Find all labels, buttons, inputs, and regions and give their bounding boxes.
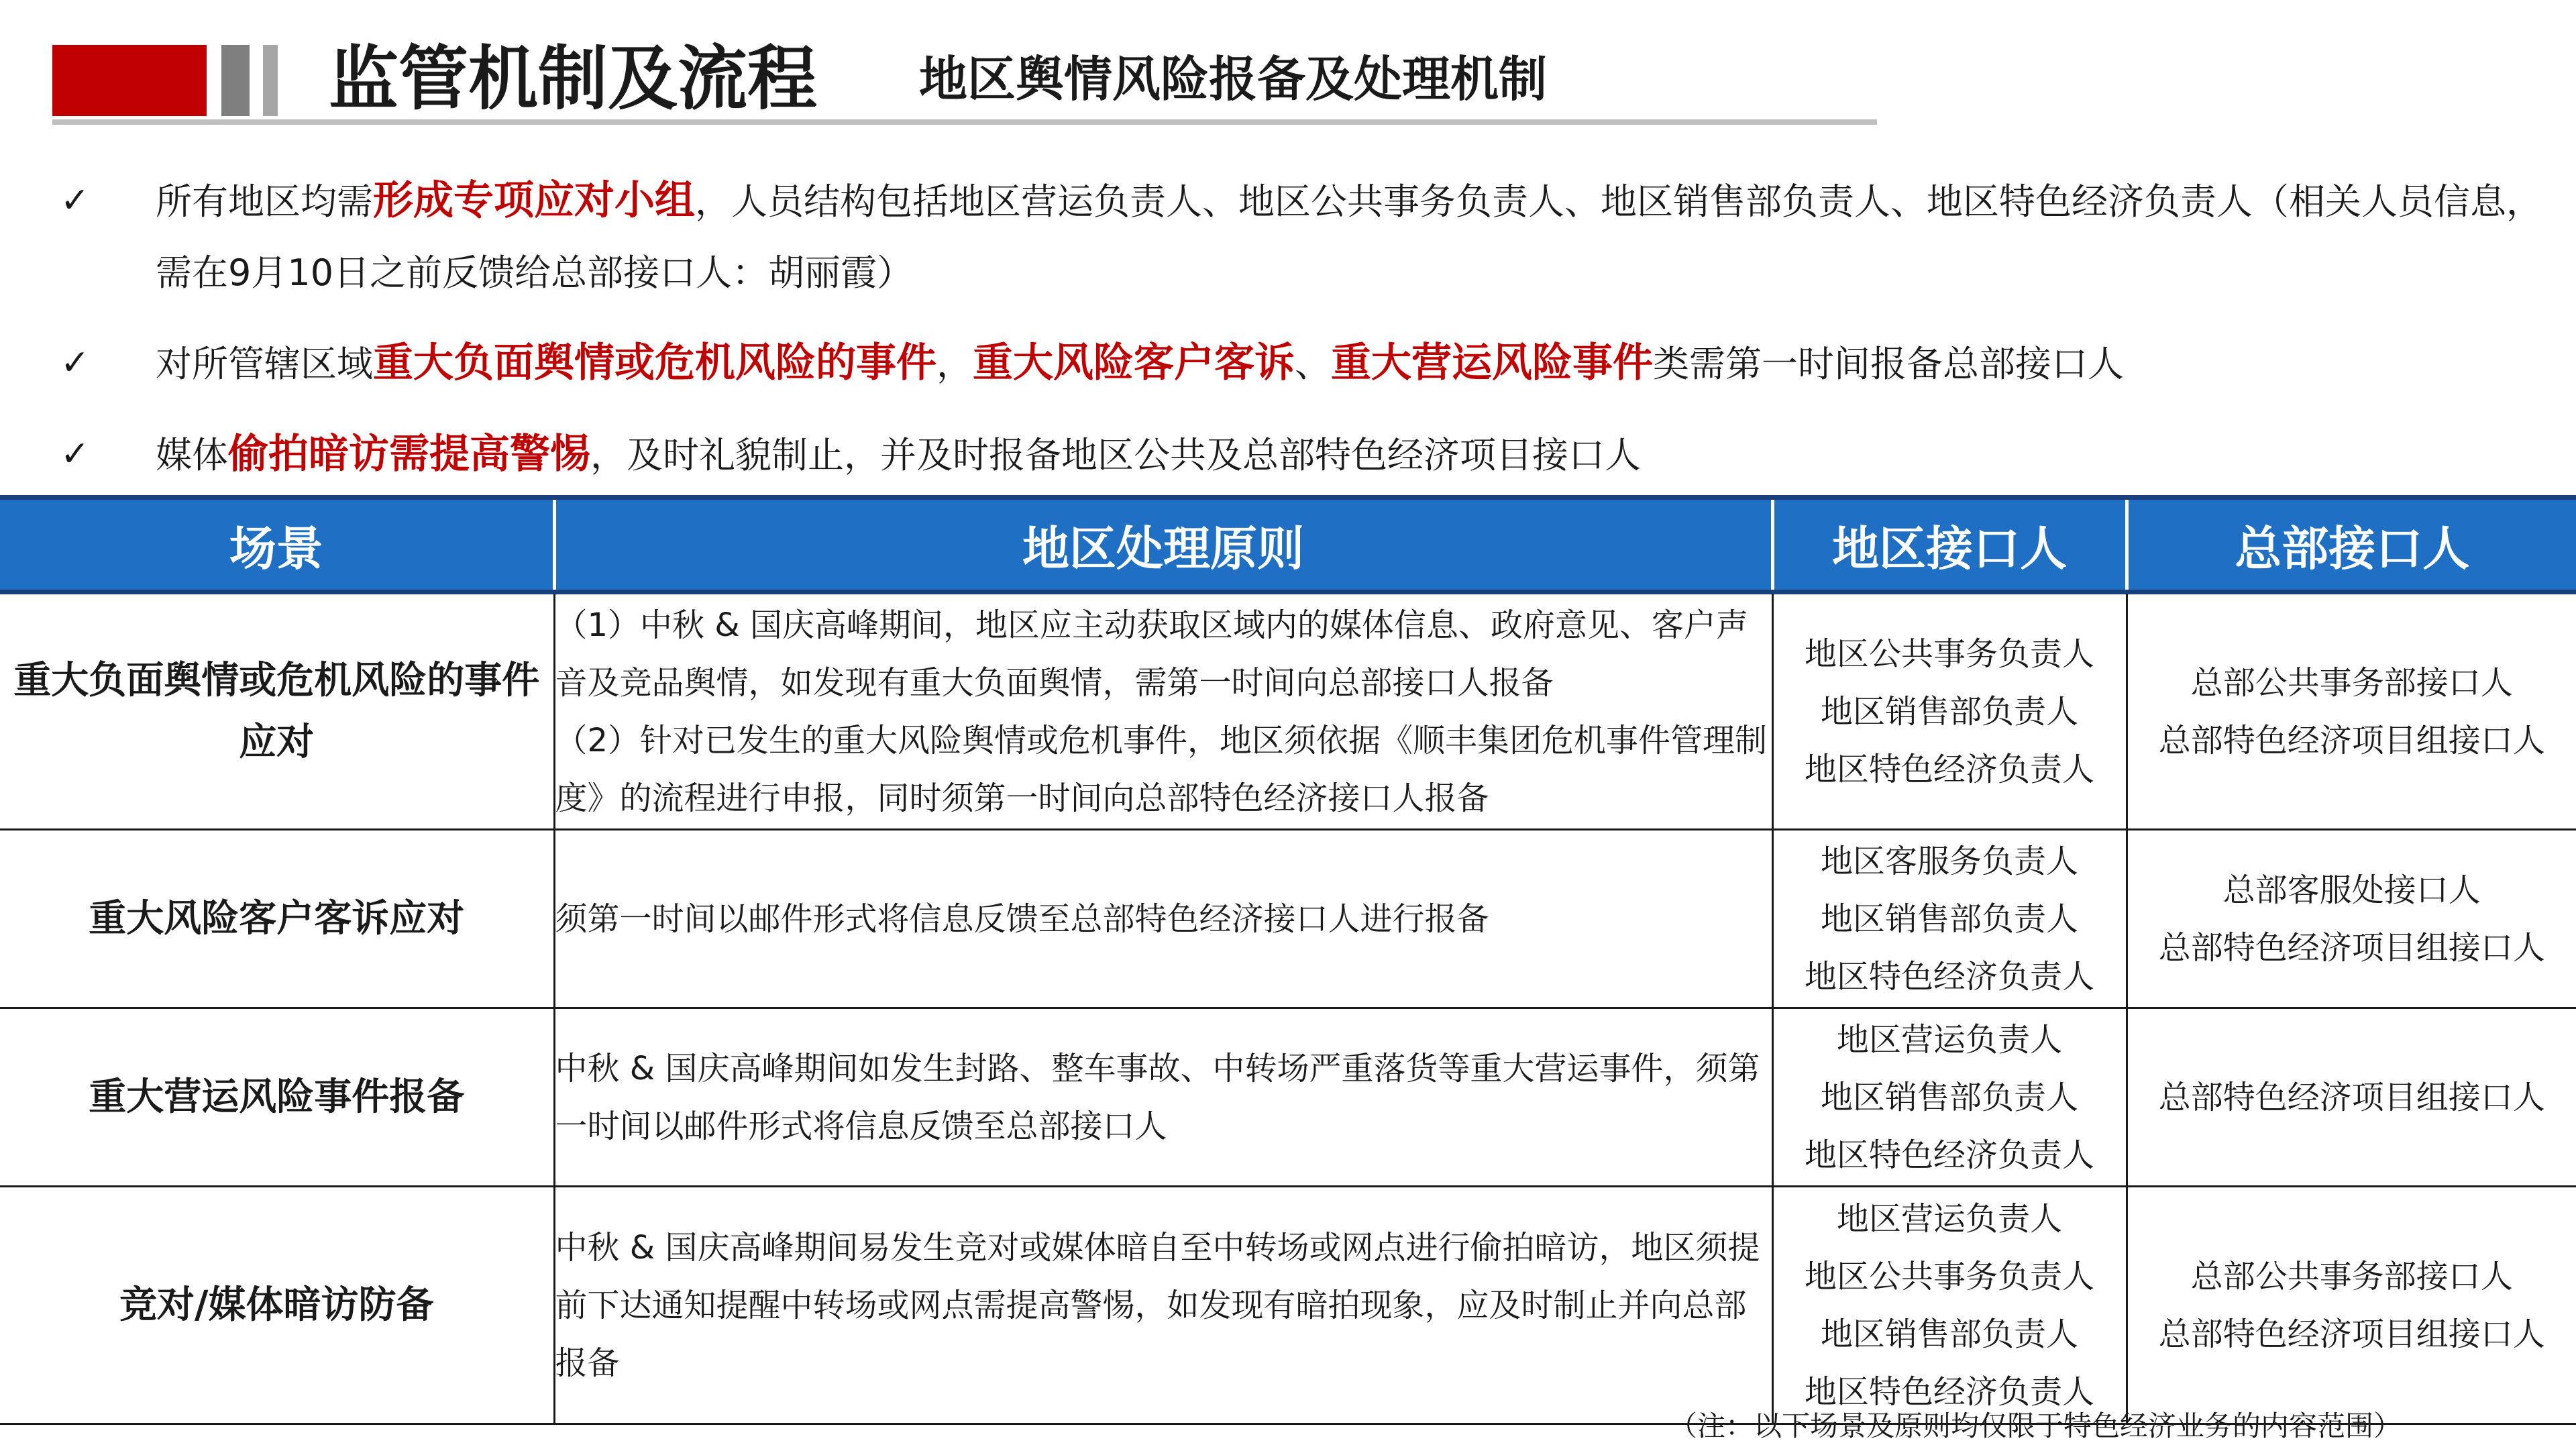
bullet-text: ， — [936, 343, 973, 385]
header-gray-bar — [221, 45, 250, 116]
rule-line: 须第一时间以邮件形式将信息反馈至总部特色经济接口人进行报备 — [555, 900, 1489, 938]
checkmark-icon: ✓ — [60, 343, 90, 383]
scene-cell — [0, 1187, 554, 1424]
rule-cell — [554, 1008, 1772, 1187]
regional-contact: 地区销售部负责人 — [1820, 900, 2078, 938]
scene-cell — [0, 830, 554, 1008]
scene-line: 重大负面舆情或危机风险的事件 — [13, 658, 540, 702]
bullet-text: ，人员结构包括地区营运负责人、地区公共事务负责人、地区销售部负责人、地区特色经济负责人（相关人员信息，需在9月10日之前反馈给总部接口人：胡丽霞） — [156, 180, 2542, 294]
hq-contact: 总部特色经济项目组接口人 — [2158, 1315, 2545, 1353]
bullet-text: 类需第一时间报备总部接口人 — [1653, 343, 2124, 385]
scene-line: 应对 — [239, 720, 315, 764]
header-gray-bar-light — [263, 45, 278, 116]
bullet-text: 媒体 — [156, 434, 228, 476]
scene-cell — [0, 592, 554, 830]
regional-contact: 地区特色经济负责人 — [1804, 750, 2094, 788]
rule-line: 报备 — [555, 1344, 620, 1382]
header-regional-contact: 地区接口人 — [1772, 498, 2127, 592]
bullet-text: 对所管辖区域 — [156, 343, 373, 385]
regional-contact: 地区营运负责人 — [1836, 1020, 2062, 1059]
regional-contact: 地区客服务负责人 — [1820, 842, 2078, 880]
bullet-text: 所有地区均需 — [156, 180, 373, 223]
rule-line: 度》的流程进行申报，同时须第一时间向总部特色经济接口人报备 — [555, 779, 1489, 817]
rule-cell — [554, 830, 1772, 1008]
table-row — [0, 1008, 2576, 1187]
scene-cell — [0, 1008, 554, 1187]
header-scene: 场景 — [0, 498, 554, 592]
bullet-highlight: 重大营运风险事件 — [1331, 339, 1653, 386]
scene-line: 重大营运风险事件报备 — [89, 1075, 465, 1119]
scene-line: 重大风险客户客诉应对 — [89, 896, 465, 941]
bullet-list — [60, 165, 2542, 491]
checkmark-icon: ✓ — [60, 434, 90, 474]
header-divider — [52, 119, 1877, 125]
rule-line: （1）中秋 & 国庆高峰期间，地区应主动获取区域内的媒体信息、政府意见、客户声 — [555, 606, 1748, 644]
table-row — [0, 592, 2576, 830]
page-subtitle: 地区舆情风险报备及处理机制 — [919, 51, 1548, 107]
bullet-highlight: 重大风险客户客诉 — [973, 339, 1295, 386]
bullet-highlight: 形成专项应对小组 — [373, 177, 695, 224]
hq-contact: 总部公共事务部接口人 — [2190, 1257, 2513, 1295]
rule-line: 中秋 & 国庆高峰期间如发生封路、整车事故、中转场严重落货等重大营运事件，须第 — [555, 1049, 1760, 1087]
bullet-text: 、 — [1295, 343, 1331, 385]
regional-contact: 地区特色经济负责人 — [1804, 1373, 2094, 1411]
rule-line: 一时间以邮件形式将信息反馈至总部接口人 — [555, 1107, 1167, 1145]
hq-contact: 总部客服处接口人 — [2222, 871, 2481, 909]
bullet-text: ，及时礼貌制止，并及时报备地区公共及总部特色经济项目接口人 — [590, 434, 1641, 476]
hq-contact-cell — [2127, 1187, 2576, 1424]
checkmark-icon: ✓ — [60, 180, 90, 221]
hq-contact: 总部特色经济项目组接口人 — [2158, 928, 2545, 967]
bullet-item — [60, 327, 2542, 400]
rule-line: 前下达通知提醒中转场或网点需提高警惕，如发现有暗拍现象，应及时制止并向总部 — [555, 1286, 1747, 1324]
bullet-item — [60, 419, 2542, 491]
regional-contact-cell — [1772, 1187, 2127, 1424]
scenario-table — [0, 495, 2576, 1425]
rule-line: 音及竞品舆情，如发现有重大负面舆情，需第一时间向总部接口人报备 — [555, 663, 1554, 702]
hq-contact: 总部公共事务部接口人 — [2190, 663, 2513, 702]
regional-contact: 地区特色经济负责人 — [1804, 957, 2094, 996]
regional-contact: 地区销售部负责人 — [1820, 692, 2078, 731]
rule-line: 中秋 & 国庆高峰期间易发生竞对或媒体暗自至中转场或网点进行偷拍暗访，地区须提 — [555, 1228, 1760, 1267]
footnote: （注：以下场景及原则均仅限于特色经济业务的内容范围） — [1668, 1409, 2402, 1442]
table-row — [0, 830, 2576, 1008]
table-body — [0, 592, 2576, 1424]
regional-contact: 地区公共事务负责人 — [1804, 635, 2094, 673]
bullet-highlight: 重大负面舆情或危机风险的事件 — [373, 339, 936, 386]
regional-contact: 地区特色经济负责人 — [1804, 1136, 2094, 1174]
rule-cell — [554, 1187, 1772, 1424]
bullet-highlight: 偷拍暗访需提高警惕 — [228, 431, 590, 478]
regional-contact: 地区营运负责人 — [1836, 1199, 2062, 1238]
hq-contact-cell — [2127, 1008, 2576, 1187]
header-rule: 地区处理原则 — [554, 498, 1772, 592]
regional-contact-cell — [1772, 592, 2127, 830]
table-row — [0, 1187, 2576, 1424]
header-red-bar — [52, 45, 207, 116]
hq-contact-cell — [2127, 830, 2576, 1008]
header-hq-contact: 总部接口人 — [2127, 498, 2576, 592]
regional-contact-cell — [1772, 830, 2127, 1008]
page-title: 监管机制及流程 — [329, 38, 818, 119]
hq-contact-cell — [2127, 592, 2576, 830]
regional-contact: 地区销售部负责人 — [1820, 1315, 2078, 1353]
regional-contact-cell — [1772, 1008, 2127, 1187]
regional-contact: 地区公共事务负责人 — [1804, 1257, 2094, 1295]
table-header-row — [0, 498, 2576, 592]
rule-cell — [554, 592, 1772, 830]
rule-line: （2）针对已发生的重大风险舆情或危机事件，地区须依据《顺丰集团危机事件管理制 — [555, 721, 1768, 759]
scene-line: 竞对/媒体暗访防备 — [119, 1283, 434, 1327]
bullet-item — [60, 165, 2542, 309]
hq-contact: 总部特色经济项目组接口人 — [2158, 1078, 2545, 1116]
hq-contact: 总部特色经济项目组接口人 — [2158, 721, 2545, 759]
regional-contact: 地区销售部负责人 — [1820, 1078, 2078, 1116]
